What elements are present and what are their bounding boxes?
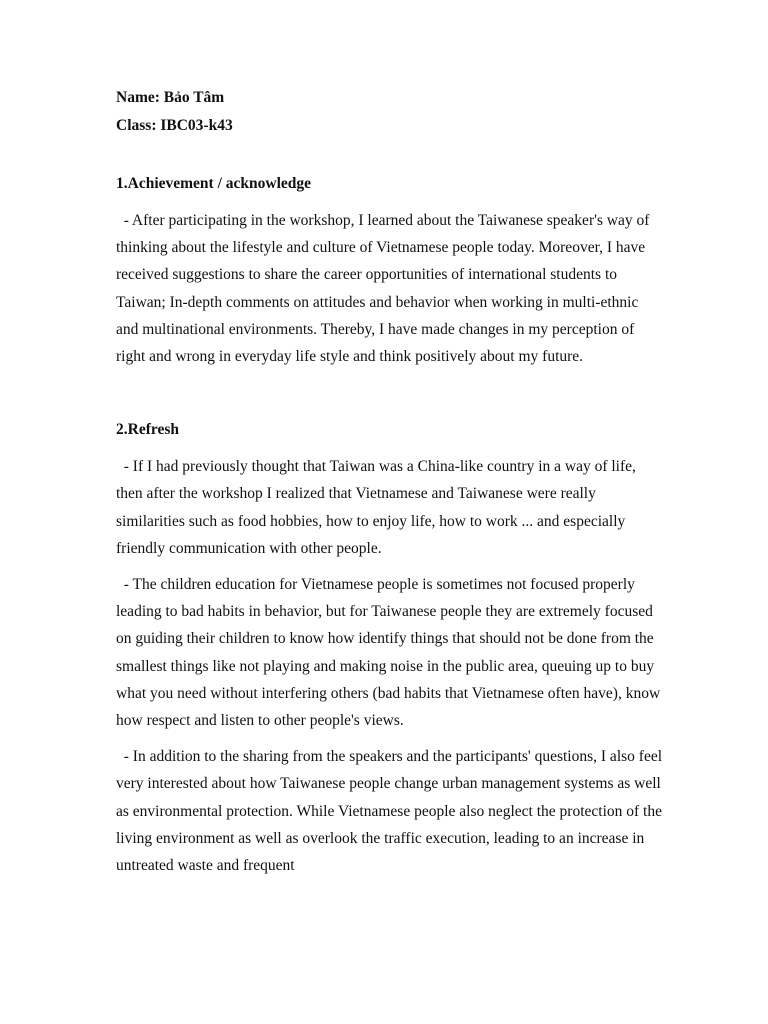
- section-1-paragraph: - After participating in the workshop, I learned about the Taiwanese speaker's way of thinking about the lifestyle and culture of Vietnamese people today. Moreover, I have received suggestions to share the career opportunities of international students to Taiwan; In-depth comments on attitudes and behavior when working in multi-ethnic and multinational environments. Thereby, I have made changes in my perception of right and wrong in everyday life style and think positively about my future.: [116, 212, 654, 366]
- student-class: Class: IBC03-k43: [116, 117, 233, 134]
- section-2-heading: 2.Refresh: [116, 421, 179, 439]
- section-2-paragraph-1: - If I had previously thought that Taiwan was a China-like country in a way of life, then after the workshop I realized that Vietnamese and Taiwanese were really similarities such as food hobbies, how to enjoy life, how to work ... and especially friendly communication with other people.: [116, 458, 640, 557]
- student-name: Name: Bảo Tâm: [116, 89, 225, 106]
- section-2-paragraph-3: - In addition to the sharing from the speakers and the participants' questions, I also feel very interested about how Taiwanese people change urban management systems as well as environmental protection. While Vietnamese people also neglect the protection of the living environment as well as overlook the traffic execution, leading to an increase in untreated waste and frequent: [116, 748, 666, 875]
- document-page: [116, 84, 664, 879]
- section-1-heading: 1.Achievement / acknowledge: [116, 175, 312, 192]
- section-2-paragraph-2: - The children education for Vietnamese people is sometimes not focused properly leading to bad habits in behavior, but for Taiwanese people they are extremely focused on guiding their children to know how identify things that should not be done from the smallest things like not playing and making noise in the public area, queuing up to buy what you need without interfering others (bad habits that Vietnamese often have), know how respect and listen to other people's views.: [116, 576, 665, 730]
